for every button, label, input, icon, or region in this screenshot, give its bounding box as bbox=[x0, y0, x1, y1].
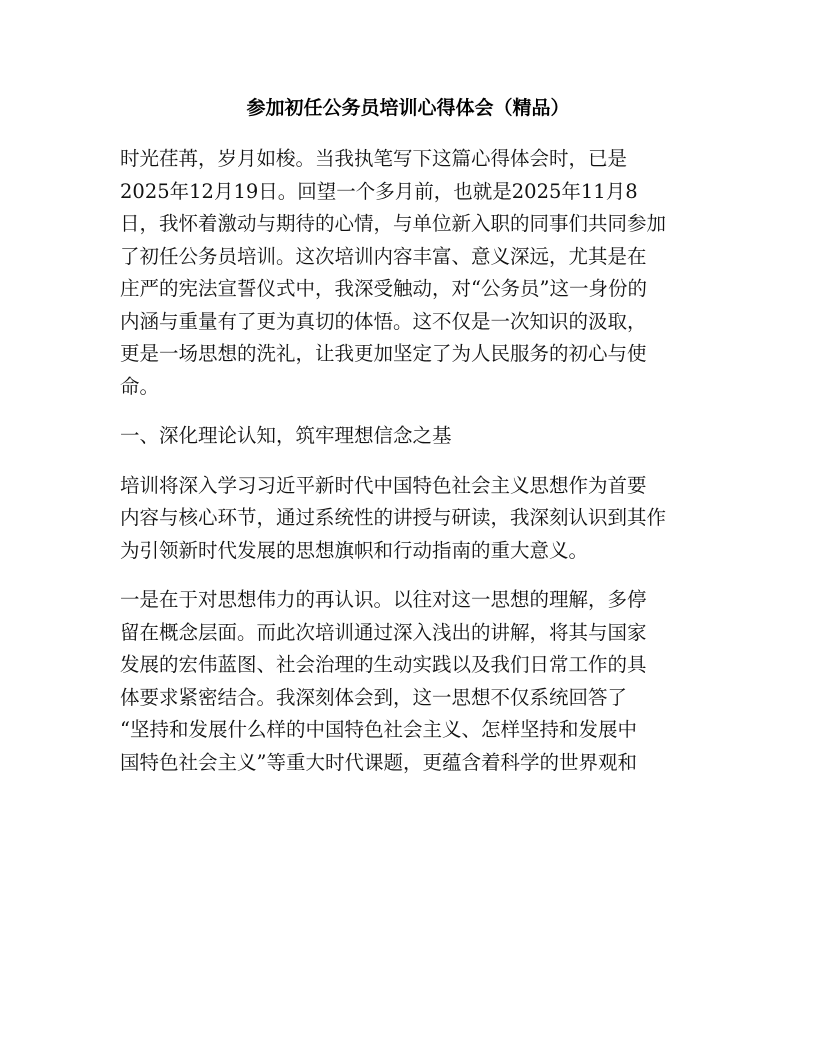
document-body bbox=[120, 143, 694, 796]
document-title: 参加初任公务员培训心得体会（精品） bbox=[246, 97, 570, 119]
section-heading: 一、深化理论认知，筑牢理想信念之基 bbox=[120, 424, 452, 447]
paragraph-point-one: 一是在于对思想伟力的再认识。以往对这一思想的理解，多停 留在概念层面。而此次培训通过深入浅出的讲解，将其与国家 发展的宏伟蓝图、社会治理的生动实践以及我们日常工作的具 体要求紧密结合。我深刻体会到，这一思想不仅系统回答了 “坚持和发展什么样的中国特色社会主义、怎样坚持和发展中 国特色社会主义”等重大时代课题，更蕴含着科学的世界观和 bbox=[120, 588, 647, 774]
paragraph-theory: 培训将深入学习习近平新时代中国特色社会主义思想作为首要 内容与核心环节，通过系统性的讲授与研读，我深刻认识到其作 为引领新时代发展的思想旗帜和行动指南的重大意义。 bbox=[120, 473, 667, 562]
paragraph-intro: 时光荏苒，岁月如梭。当我执笔写下这篇心得体会时，已是 2025年12月19日。回望一个多月前，也就是2025年11月8 日，我怀着激动与期待的心情，与单位新入职的同事们共同参加 了初任公务员培训。这次培训内容丰富、意义深远，尤其是在 庄严的宪法宣誓仪式中，我深受触动，对“公务员”这一身份的 内涵与重量有了更为真切的体悟。这不仅是一次知识的汲取， 更是一场思想的洗礼，让我更加坚定了为人民服务的初心与使 命。 bbox=[120, 147, 667, 398]
